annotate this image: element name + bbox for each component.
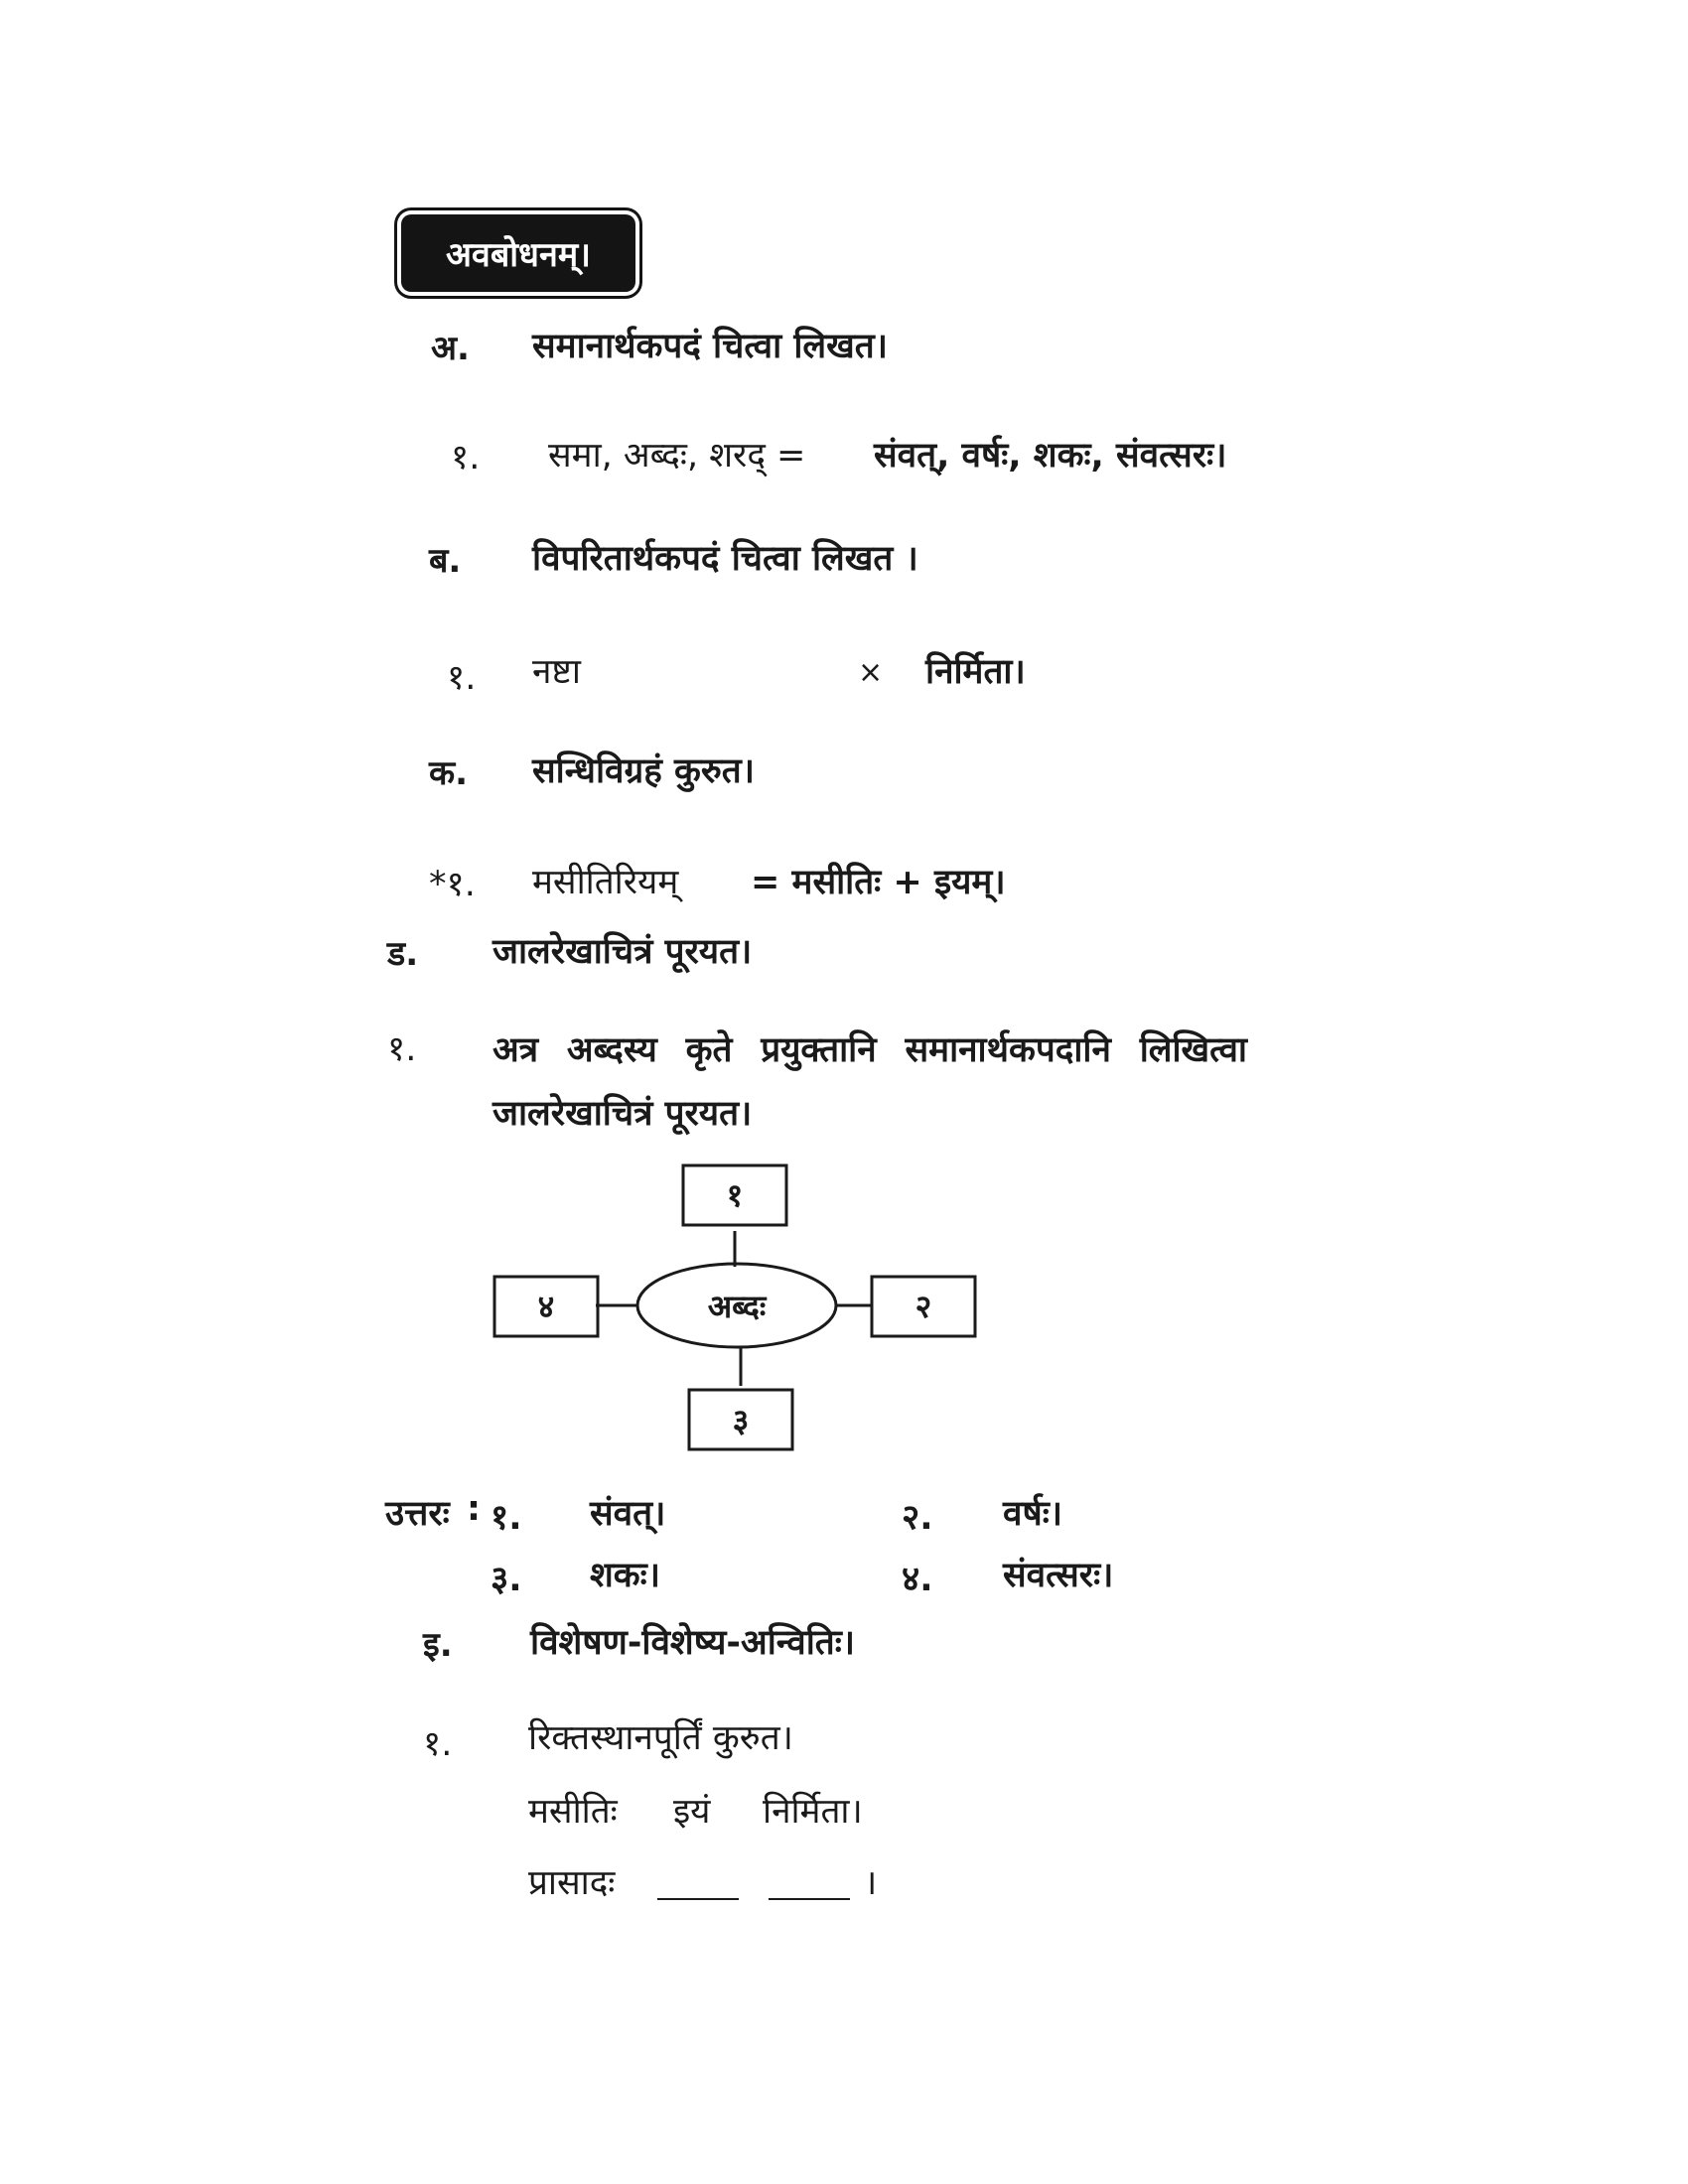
- answer-3-value: शकः।: [590, 1556, 661, 1595]
- section-a-heading: समानार्थकपदं चित्वा लिखत।: [532, 327, 888, 366]
- web-box-left-label: ४: [537, 1288, 555, 1325]
- section-k-heading: सन्धिविग्रहं कुरुत।: [532, 751, 756, 791]
- exercise-noun: प्रासादः: [528, 1863, 616, 1903]
- section-i-item-number: १.: [423, 1724, 453, 1764]
- section-a-item-number: १.: [451, 438, 481, 478]
- antonym-sign: ×: [858, 655, 884, 690]
- answer-label: उत्तरः: [385, 1494, 450, 1534]
- fill-blank-instruction: रिक्तस्थानपूर्तिं कुरुत।: [528, 1718, 793, 1758]
- section-b-heading: विपरितार्थकपदं चित्वा लिखत ।: [532, 539, 918, 579]
- section-k-marker: क.: [429, 753, 469, 793]
- answer-1-value: संवत्।: [590, 1494, 666, 1534]
- section-d-question-number: १.: [387, 1029, 417, 1069]
- center-label: अब्दः: [707, 1288, 767, 1325]
- answer-label-colon: :: [467, 1489, 481, 1529]
- section-i-heading: विशेषण-विशेष्य-अन्वितिः।: [530, 1623, 856, 1663]
- section-b-marker: ब.: [429, 541, 462, 581]
- web-diagram: [477, 1152, 993, 1469]
- web-box-right-label: २: [914, 1288, 932, 1325]
- answer-4-value: संवत्सरः।: [1003, 1556, 1114, 1595]
- antonym-answer: निर्मिता।: [925, 652, 1026, 692]
- example-adjective: इयं: [673, 1792, 711, 1832]
- antonym-word: नष्टा: [532, 652, 581, 692]
- section-a-marker: अ.: [431, 329, 470, 368]
- section-badge: अवबोधनम्।: [401, 214, 635, 292]
- blank-2[interactable]: [769, 1898, 850, 1900]
- example-verb: निर्मिता।: [763, 1792, 863, 1832]
- web-box-top-label: १: [726, 1176, 744, 1214]
- section-k-item-number: *१.: [429, 865, 476, 904]
- section-d-heading: जालरेखाचित्रं पूरयत।: [492, 932, 753, 972]
- answer-2-value: वर्षः।: [1003, 1494, 1063, 1534]
- section-d-marker: ड.: [387, 934, 419, 974]
- synonym-answer: संवत्, वर्षः, शकः, संवत्सरः।: [874, 436, 1227, 476]
- answer-1-number: १.: [491, 1498, 522, 1538]
- web-box-bottom-label: ३: [732, 1402, 750, 1439]
- synonym-question: समा, अब्दः, शरद् =: [548, 436, 806, 476]
- answer-2-number: २.: [902, 1498, 933, 1538]
- answer-3-number: ३.: [491, 1560, 522, 1599]
- exercise-end-mark: ।: [864, 1863, 878, 1903]
- section-d-question-text: अत्र अब्दस्य कृते प्रयुक्तानि समानार्थकपदानि लिखित्वा जालरेखाचित्रं पूरयत।: [492, 1030, 1247, 1134]
- answer-4-number: ४.: [902, 1560, 933, 1599]
- section-b-item-number: १.: [447, 658, 477, 698]
- example-noun: मसीतिः: [528, 1792, 618, 1832]
- blank-1[interactable]: [657, 1898, 739, 1900]
- sandhi-word: मसीतिरियम्: [532, 863, 679, 902]
- sandhi-answer: = मसीतिः + इयम्।: [751, 863, 1006, 902]
- section-i-marker: इ.: [423, 1625, 453, 1665]
